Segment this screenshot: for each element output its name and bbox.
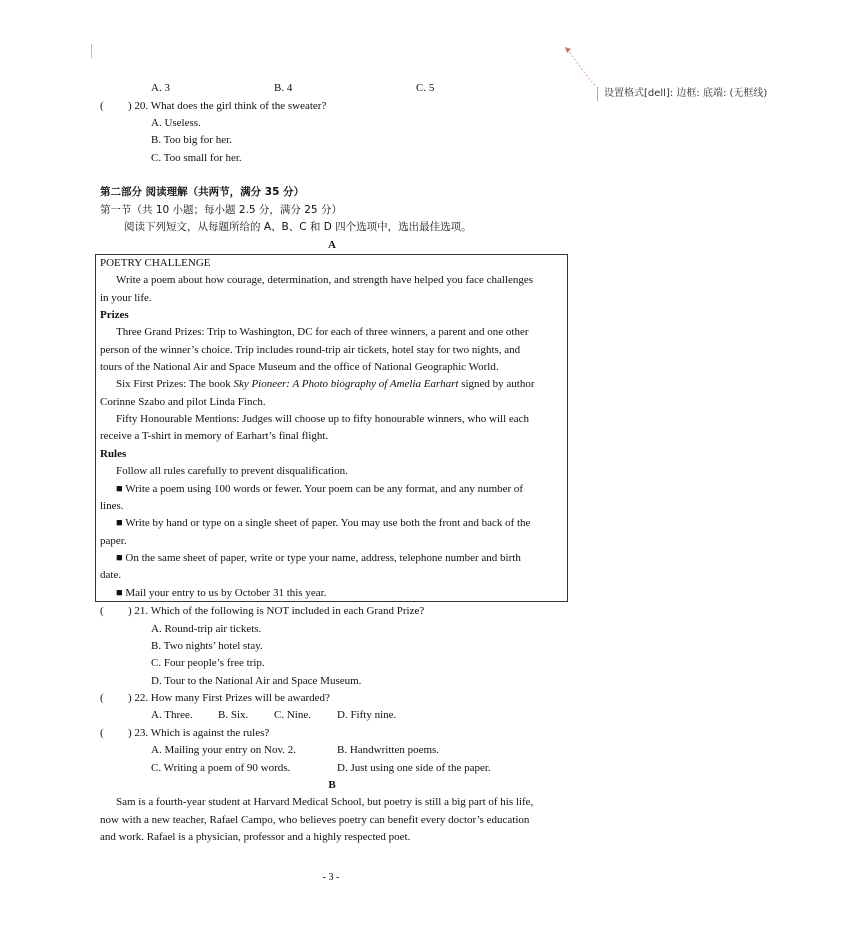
rules-heading: Rules xyxy=(100,448,127,460)
q22-option-c: C. Nine. xyxy=(274,709,311,721)
section2-title: 第二部分 阅读理解（共两节，满分 35 分） xyxy=(100,186,305,198)
passage-a-line: tours of the National Air and Space Museum and the office of National Geographic World. xyxy=(100,361,499,373)
passage-a-line: Corinne Szabo and pilot Linda Finch. xyxy=(100,396,266,408)
passage-a-line: Write a poem about how courage, determination, and strength have helped you face challenges xyxy=(116,274,534,286)
section2-subtitle: 第一节（共 10 小题；每小题 2.5 分，满分 25 分） xyxy=(100,204,342,216)
margin-mark xyxy=(91,44,92,58)
passage-a-line: person of the winner’s choice. Trip includes round-trip air tickets, hotel stay for two nights, and xyxy=(100,344,521,356)
q23-option-c: C. Writing a poem of 90 words. xyxy=(151,762,291,774)
first-prize-text: Six First Prizes: The book xyxy=(116,378,231,390)
q22-option-d: D. Fifty nine. xyxy=(337,709,397,721)
q22-stem: ) 22. How many First Prizes will be awarded? xyxy=(128,692,330,704)
passage-a-line: Fifty Honourable Mentions: Judges will choose up to fifty honourable winners, who will each xyxy=(116,413,530,425)
section2-instruction: 阅读下列短文，从每题所给的 A、B、C 和 D 四个选项中，选出最佳选项。 xyxy=(124,221,472,233)
passage-a-line: Three Grand Prizes: Trip to Washington, DC for each of three winners, a parent and one other xyxy=(116,326,529,338)
q19-option-c: C. 5 xyxy=(416,82,435,94)
passage-a-heading: POETRY CHALLENGE xyxy=(100,257,211,269)
q21-stem: ) 21. Which of the following is NOT included in each Grand Prize? xyxy=(128,605,425,617)
passage-a-line: date. xyxy=(100,569,122,581)
rule-item: ■ Mail your entry to us by October 31 this year. xyxy=(116,587,327,599)
q20-option-a: A. Useless. xyxy=(151,117,201,129)
passage-a-line xyxy=(116,376,535,393)
q19-option-a: A. 3 xyxy=(151,82,170,94)
first-prize-text-end: signed by author xyxy=(461,378,535,390)
q22-option-b: B. Six. xyxy=(218,709,249,721)
q23-paren: ( xyxy=(100,727,104,739)
q23-option-b: B. Handwritten poems. xyxy=(337,744,440,756)
rule-item: ■ On the same sheet of paper, write or type your name, address, telephone number and birth xyxy=(116,552,521,564)
book-title: Sky Pioneer: A Photo biography of Amelia Earhart xyxy=(233,378,459,390)
q20-stem: ) 20. What does the girl think of the sweater? xyxy=(128,100,327,112)
passage-b-line: now with a new teacher, Rafael Campo, who believes poetry can benefit every doctor’s education xyxy=(100,814,530,826)
page-number: - 3 - xyxy=(322,872,340,883)
q20-option-b: B. Too big for her. xyxy=(151,134,232,146)
passage-a-label: A xyxy=(328,239,336,251)
q21-option-c: C. Four people’s free trip. xyxy=(151,657,265,669)
passage-a-line: receive a T-shirt in memory of Earhart’s final flight. xyxy=(100,430,329,442)
rule-item: ■ Write a poem using 100 words or fewer. Your poem can be any format, and any number of xyxy=(116,483,524,495)
q21-paren: ( xyxy=(100,605,104,617)
q22-paren: ( xyxy=(100,692,104,704)
passage-b-line: and work. Rafael is a physician, professor and a highly respected poet. xyxy=(100,831,411,843)
q23-option-a: A. Mailing your entry on Nov. 2. xyxy=(151,744,297,756)
q21-option-d: D. Tour to the National Air and Space Museum. xyxy=(151,675,362,687)
q19-option-b: B. 4 xyxy=(274,82,293,94)
passage-b-label: B xyxy=(328,779,336,791)
passage-a-line: Follow all rules carefully to prevent disqualification. xyxy=(116,465,348,477)
q23-stem: ) 23. Which is against the rules? xyxy=(128,727,270,739)
prizes-heading: Prizes xyxy=(100,309,129,321)
rule-item: ■ Write by hand or type on a single sheet of paper. You may use both the front and back of the xyxy=(116,517,531,529)
q23-option-d: D. Just using one side of the paper. xyxy=(337,762,491,774)
q21-option-b: B. Two nights’ hotel stay. xyxy=(151,640,263,652)
q21-option-a: A. Round-trip air tickets. xyxy=(151,623,262,635)
q20-paren: ( xyxy=(100,100,104,112)
comment-text: 设置格式[dell]: 边框: 底端: (无框线) xyxy=(604,88,768,99)
q20-option-c: C. Too small for her. xyxy=(151,152,242,164)
passage-b-line: Sam is a fourth-year student at Harvard Medical School, but poetry is still a big part of his life, xyxy=(116,796,534,808)
q22-option-a: A. Three. xyxy=(151,709,193,721)
passage-a-line: paper. xyxy=(100,535,127,547)
comment-balloon[interactable] xyxy=(597,87,767,101)
passage-a-line: in your life. xyxy=(100,292,152,304)
passage-a-line: lines. xyxy=(100,500,124,512)
